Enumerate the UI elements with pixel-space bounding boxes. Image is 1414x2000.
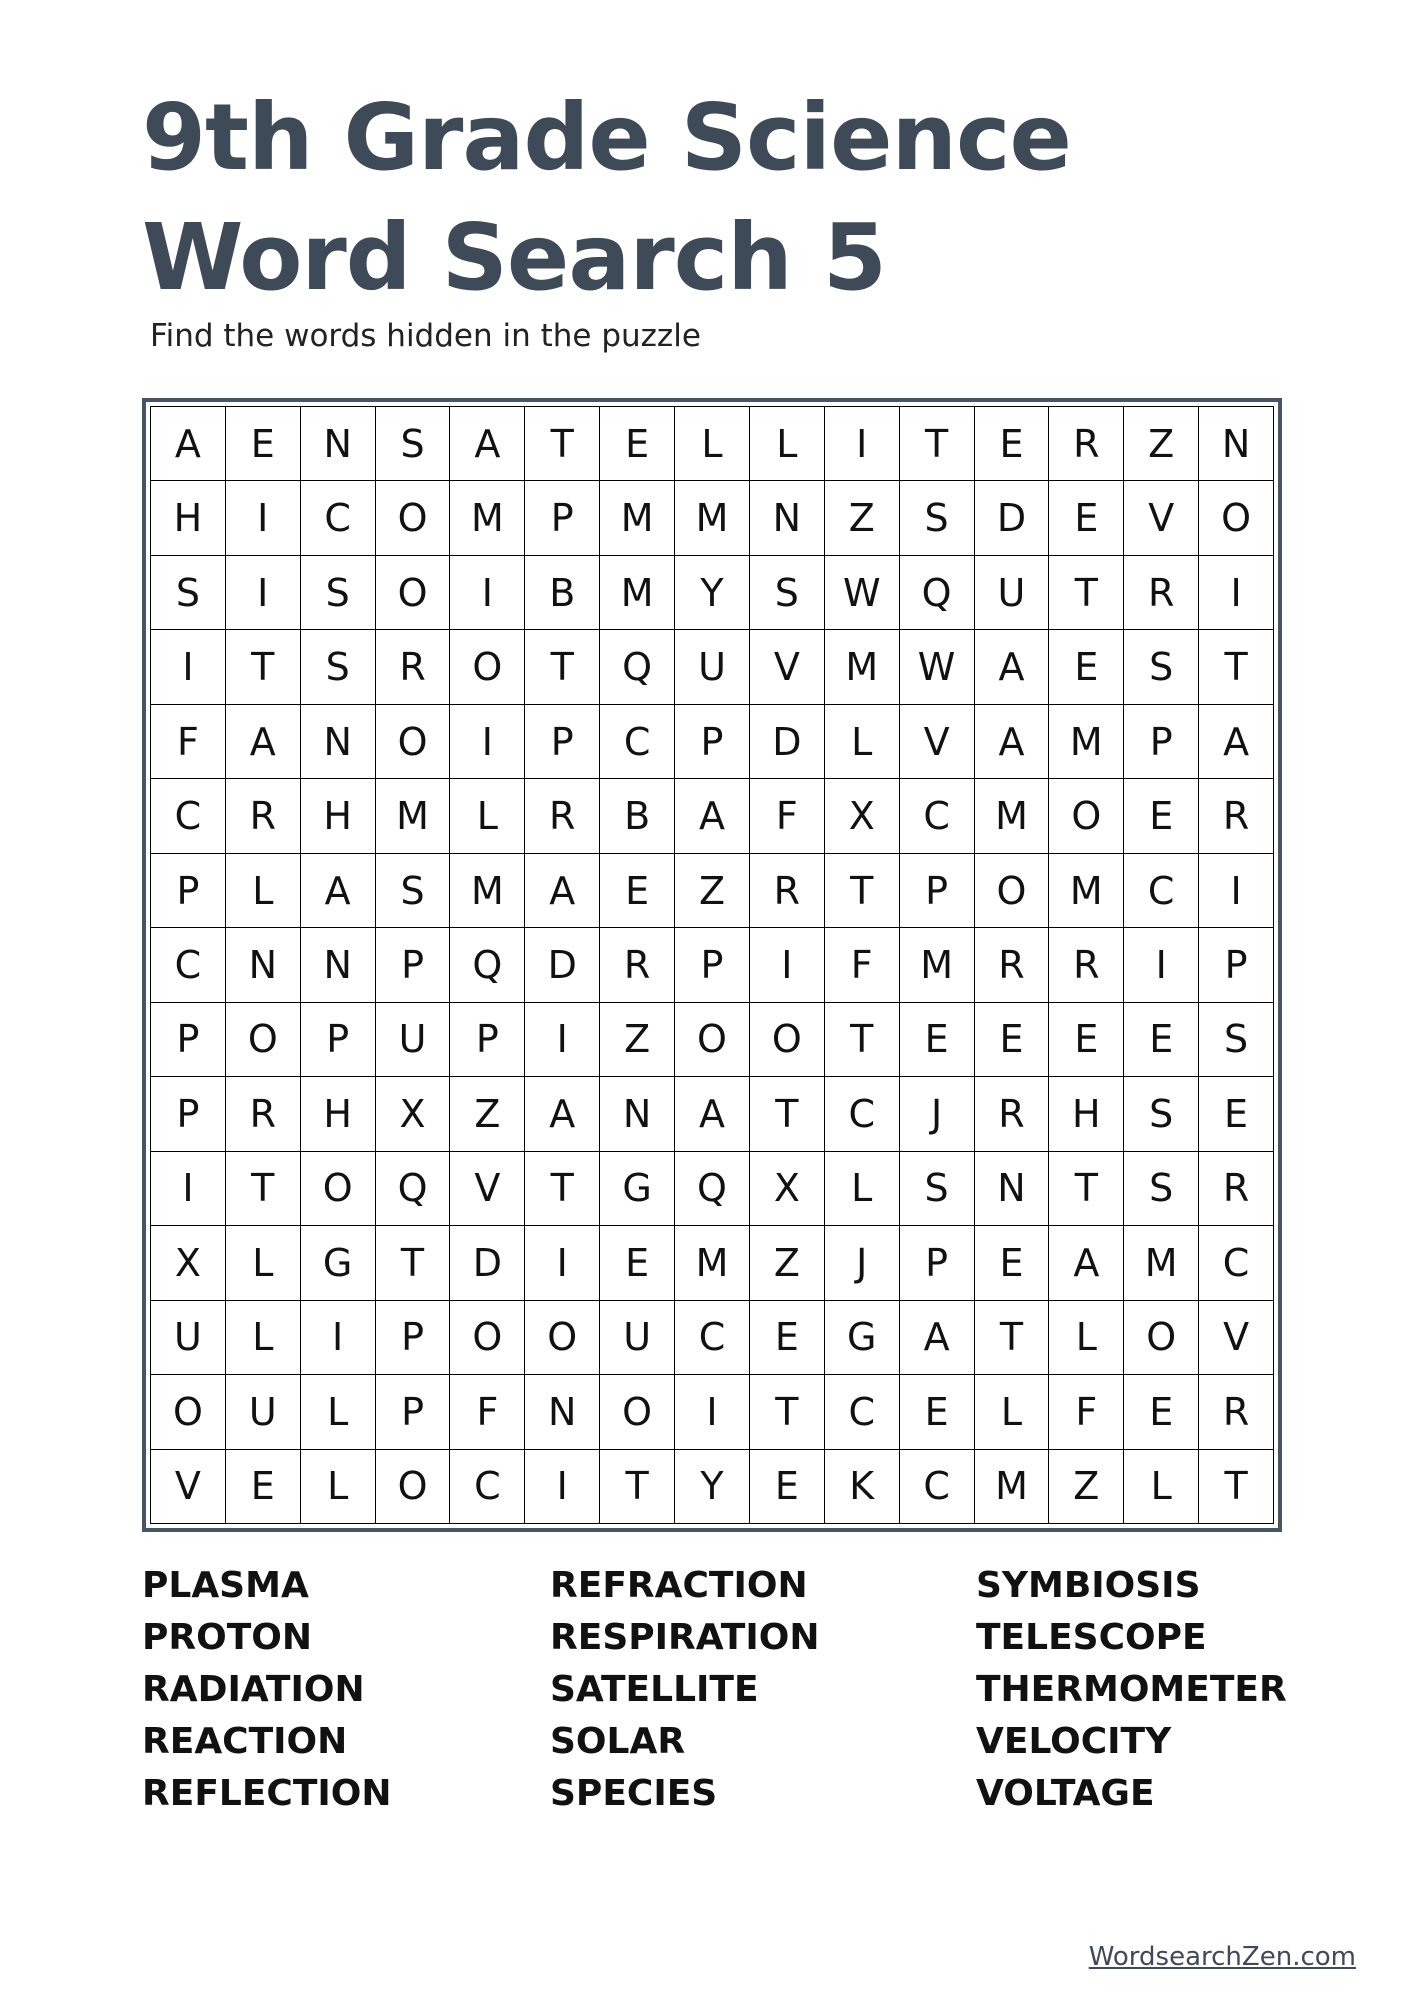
grid-cell: E <box>1124 1003 1199 1077</box>
grid-cell: H <box>151 481 226 555</box>
grid-cell: T <box>600 1450 675 1524</box>
grid-cell: I <box>301 1301 376 1375</box>
grid-cell: C <box>301 481 376 555</box>
grid-cell: X <box>376 1077 451 1151</box>
grid-cell: R <box>1199 1375 1274 1449</box>
grid-cell: O <box>975 854 1050 928</box>
grid-cell: L <box>450 779 525 853</box>
grid-cell: S <box>1124 1077 1199 1151</box>
puzzle-frame <box>142 398 1282 1532</box>
grid-cell: U <box>975 556 1050 630</box>
grid-cell: X <box>151 1226 226 1300</box>
grid-cell: R <box>750 854 825 928</box>
grid-cell: A <box>1199 705 1274 779</box>
grid-cell: M <box>900 928 975 1002</box>
grid-cell: O <box>151 1375 226 1449</box>
grid-cell: A <box>525 854 600 928</box>
grid-cell: M <box>975 779 1050 853</box>
grid-cell: T <box>1049 556 1124 630</box>
grid-cell: G <box>825 1301 900 1375</box>
grid-cell: O <box>376 556 451 630</box>
grid-cell: R <box>376 630 451 704</box>
grid-cell: M <box>1049 705 1124 779</box>
grid-cell: J <box>900 1077 975 1151</box>
website-link[interactable]: WordsearchZen.com <box>1088 1942 1356 1972</box>
grid-cell: E <box>1049 630 1124 704</box>
grid-cell: M <box>450 481 525 555</box>
word-list-item: SYMBIOSIS <box>976 1565 1201 1606</box>
grid-cell: C <box>825 1077 900 1151</box>
word-list-item: REACTION <box>142 1721 348 1762</box>
grid-cell: T <box>750 1077 825 1151</box>
grid-cell: A <box>450 407 525 481</box>
grid-cell: N <box>525 1375 600 1449</box>
grid-cell: Q <box>376 1152 451 1226</box>
grid-cell: Y <box>675 556 750 630</box>
grid-cell: E <box>975 407 1050 481</box>
word-list <box>142 1560 1292 1820</box>
grid-cell: T <box>525 407 600 481</box>
grid-cell: O <box>376 481 451 555</box>
grid-cell: E <box>750 1450 825 1524</box>
grid-cell: E <box>900 1375 975 1449</box>
grid-cell: O <box>450 630 525 704</box>
grid-cell: F <box>1049 1375 1124 1449</box>
grid-cell: F <box>450 1375 525 1449</box>
grid-cell: U <box>151 1301 226 1375</box>
grid-cell: W <box>825 556 900 630</box>
grid-cell: N <box>301 928 376 1002</box>
grid-cell: O <box>226 1003 301 1077</box>
grid-cell: N <box>226 928 301 1002</box>
grid-cell: S <box>376 854 451 928</box>
grid-cell: I <box>525 1226 600 1300</box>
grid-cell: I <box>226 556 301 630</box>
grid-cell: Y <box>675 1450 750 1524</box>
grid-cell: S <box>1124 630 1199 704</box>
grid-cell: H <box>301 1077 376 1151</box>
grid-cell: P <box>301 1003 376 1077</box>
grid-cell: A <box>151 407 226 481</box>
grid-cell: R <box>1199 779 1274 853</box>
grid-cell: O <box>675 1003 750 1077</box>
grid-cell: K <box>825 1450 900 1524</box>
grid-cell: M <box>1049 854 1124 928</box>
grid-cell: C <box>1199 1226 1274 1300</box>
grid-cell: T <box>1049 1152 1124 1226</box>
grid-cell: E <box>1199 1077 1274 1151</box>
grid-cell: L <box>301 1450 376 1524</box>
grid-cell: E <box>750 1301 825 1375</box>
grid-cell: L <box>825 1152 900 1226</box>
grid-cell: M <box>600 556 675 630</box>
grid-cell: R <box>1124 556 1199 630</box>
grid-cell: L <box>301 1375 376 1449</box>
grid-cell: G <box>301 1226 376 1300</box>
grid-cell: E <box>1049 1003 1124 1077</box>
grid-cell: L <box>750 407 825 481</box>
grid-cell: T <box>900 407 975 481</box>
grid-cell: S <box>750 556 825 630</box>
grid-cell: O <box>1049 779 1124 853</box>
grid-cell: T <box>750 1375 825 1449</box>
grid-cell: O <box>376 1450 451 1524</box>
grid-cell: E <box>1124 779 1199 853</box>
word-list-item: REFRACTION <box>550 1565 808 1606</box>
grid-cell: T <box>376 1226 451 1300</box>
grid-cell: C <box>151 779 226 853</box>
grid-cell: Q <box>450 928 525 1002</box>
grid-cell: E <box>975 1003 1050 1077</box>
grid-cell: T <box>825 1003 900 1077</box>
grid-cell: P <box>525 705 600 779</box>
grid-cell: A <box>675 1077 750 1151</box>
grid-cell: O <box>525 1301 600 1375</box>
grid-cell: P <box>151 854 226 928</box>
grid-cell: C <box>900 1450 975 1524</box>
word-column <box>550 1560 820 1820</box>
grid-cell: A <box>226 705 301 779</box>
word-list-item: REFLECTION <box>142 1773 392 1814</box>
grid-cell: M <box>975 1450 1050 1524</box>
word-list-item: PLASMA <box>142 1565 309 1606</box>
grid-cell: P <box>675 705 750 779</box>
grid-cell: P <box>376 928 451 1002</box>
grid-cell: E <box>1124 1375 1199 1449</box>
grid-cell: V <box>1199 1301 1274 1375</box>
grid-cell: P <box>376 1301 451 1375</box>
grid-cell: L <box>825 705 900 779</box>
grid-cell: Z <box>1049 1450 1124 1524</box>
grid-cell: V <box>1124 481 1199 555</box>
grid-cell: U <box>376 1003 451 1077</box>
word-column <box>976 1560 1287 1820</box>
grid-cell: P <box>1124 705 1199 779</box>
word-list-item: RESPIRATION <box>550 1617 820 1658</box>
grid-cell: N <box>750 481 825 555</box>
grid-cell: T <box>525 1152 600 1226</box>
grid-cell: S <box>1199 1003 1274 1077</box>
grid-cell: R <box>525 779 600 853</box>
grid-cell: Q <box>600 630 675 704</box>
grid-cell: X <box>750 1152 825 1226</box>
grid-cell: U <box>226 1375 301 1449</box>
grid-cell: S <box>301 556 376 630</box>
grid-cell: M <box>675 481 750 555</box>
grid-cell: F <box>151 705 226 779</box>
grid-cell: S <box>151 556 226 630</box>
grid-cell: V <box>750 630 825 704</box>
word-list-item: SATELLITE <box>550 1669 759 1710</box>
title-line-2: Word Search 5 <box>142 204 886 311</box>
grid-cell: N <box>600 1077 675 1151</box>
grid-cell: L <box>1049 1301 1124 1375</box>
grid-cell: A <box>975 630 1050 704</box>
grid-cell: S <box>1124 1152 1199 1226</box>
grid-cell: T <box>975 1301 1050 1375</box>
grid-cell: P <box>525 481 600 555</box>
grid-cell: D <box>975 481 1050 555</box>
grid-cell: X <box>825 779 900 853</box>
grid-cell: M <box>675 1226 750 1300</box>
grid-cell: I <box>151 1152 226 1226</box>
word-list-item: SPECIES <box>550 1773 718 1814</box>
grid-cell: Q <box>675 1152 750 1226</box>
grid-cell: B <box>525 556 600 630</box>
grid-cell: E <box>1049 481 1124 555</box>
grid-cell: F <box>825 928 900 1002</box>
grid-cell: T <box>1199 1450 1274 1524</box>
grid-cell: T <box>226 630 301 704</box>
grid-cell: I <box>450 556 525 630</box>
grid-cell: Z <box>450 1077 525 1151</box>
grid-cell: L <box>226 1226 301 1300</box>
grid-cell: I <box>525 1450 600 1524</box>
grid-cell: V <box>900 705 975 779</box>
grid-cell: V <box>151 1450 226 1524</box>
grid-cell: I <box>1124 928 1199 1002</box>
grid-cell: P <box>151 1003 226 1077</box>
grid-cell: T <box>825 854 900 928</box>
grid-cell: V <box>450 1152 525 1226</box>
grid-cell: O <box>600 1375 675 1449</box>
grid-cell: A <box>975 705 1050 779</box>
grid-cell: M <box>450 854 525 928</box>
grid-cell: H <box>301 779 376 853</box>
grid-cell: B <box>600 779 675 853</box>
grid-cell: T <box>1199 630 1274 704</box>
grid-cell: M <box>825 630 900 704</box>
grid-cell: O <box>750 1003 825 1077</box>
grid-cell: W <box>900 630 975 704</box>
grid-cell: S <box>376 407 451 481</box>
grid-cell: P <box>900 1226 975 1300</box>
word-list-item: VOLTAGE <box>976 1773 1155 1814</box>
grid-cell: O <box>450 1301 525 1375</box>
grid-cell: D <box>450 1226 525 1300</box>
grid-cell: P <box>450 1003 525 1077</box>
grid-cell: C <box>151 928 226 1002</box>
page-title <box>142 78 1071 318</box>
grid-cell: R <box>226 779 301 853</box>
instructions: Find the words hidden in the puzzle <box>150 318 701 354</box>
grid-cell: I <box>1199 556 1274 630</box>
word-list-item: RADIATION <box>142 1669 365 1710</box>
grid-cell: L <box>226 1301 301 1375</box>
grid-cell: A <box>525 1077 600 1151</box>
grid-cell: E <box>600 854 675 928</box>
grid-cell: N <box>1199 407 1274 481</box>
grid-cell: S <box>900 1152 975 1226</box>
title-line-1: 9th Grade Science <box>142 84 1071 191</box>
grid-cell: O <box>1199 481 1274 555</box>
word-list-item: THERMOMETER <box>976 1669 1287 1710</box>
grid-cell: R <box>975 1077 1050 1151</box>
grid-cell: H <box>1049 1077 1124 1151</box>
grid-cell: O <box>301 1152 376 1226</box>
grid-cell: R <box>1049 407 1124 481</box>
grid-cell: I <box>525 1003 600 1077</box>
grid-cell: M <box>376 779 451 853</box>
grid-cell: D <box>750 705 825 779</box>
letter-grid <box>150 406 1274 1524</box>
grid-cell: C <box>825 1375 900 1449</box>
grid-cell: S <box>301 630 376 704</box>
word-list-item: VELOCITY <box>976 1721 1172 1762</box>
grid-cell: I <box>825 407 900 481</box>
grid-cell: E <box>975 1226 1050 1300</box>
grid-cell: I <box>1199 854 1274 928</box>
word-list-item: TELESCOPE <box>976 1617 1207 1658</box>
grid-cell: C <box>600 705 675 779</box>
grid-cell: E <box>226 1450 301 1524</box>
grid-cell: E <box>226 407 301 481</box>
word-list-item: SOLAR <box>550 1721 686 1762</box>
grid-cell: U <box>675 630 750 704</box>
grid-cell: P <box>1199 928 1274 1002</box>
grid-cell: C <box>1124 854 1199 928</box>
grid-cell: R <box>600 928 675 1002</box>
grid-cell: P <box>376 1375 451 1449</box>
grid-cell: L <box>675 407 750 481</box>
grid-cell: E <box>900 1003 975 1077</box>
grid-cell: M <box>1124 1226 1199 1300</box>
grid-cell: I <box>750 928 825 1002</box>
grid-cell: G <box>600 1152 675 1226</box>
grid-cell: P <box>900 854 975 928</box>
grid-cell: A <box>900 1301 975 1375</box>
grid-cell: C <box>450 1450 525 1524</box>
grid-cell: A <box>675 779 750 853</box>
grid-cell: I <box>675 1375 750 1449</box>
grid-cell: C <box>675 1301 750 1375</box>
grid-cell: I <box>450 705 525 779</box>
grid-cell: R <box>226 1077 301 1151</box>
grid-cell: N <box>301 705 376 779</box>
grid-cell: Z <box>600 1003 675 1077</box>
grid-cell: E <box>600 407 675 481</box>
word-column <box>142 1560 392 1820</box>
grid-cell: R <box>1199 1152 1274 1226</box>
grid-cell: R <box>975 928 1050 1002</box>
grid-cell: Z <box>1124 407 1199 481</box>
grid-cell: Q <box>900 556 975 630</box>
grid-cell: T <box>226 1152 301 1226</box>
grid-cell: C <box>900 779 975 853</box>
grid-cell: L <box>1124 1450 1199 1524</box>
grid-cell: S <box>900 481 975 555</box>
grid-cell: I <box>151 630 226 704</box>
grid-cell: Z <box>825 481 900 555</box>
grid-cell: Z <box>750 1226 825 1300</box>
grid-cell: L <box>226 854 301 928</box>
grid-cell: A <box>301 854 376 928</box>
grid-cell: D <box>525 928 600 1002</box>
grid-cell: N <box>301 407 376 481</box>
grid-cell: F <box>750 779 825 853</box>
grid-cell: M <box>600 481 675 555</box>
grid-cell: O <box>1124 1301 1199 1375</box>
word-list-item: PROTON <box>142 1617 312 1658</box>
grid-cell: J <box>825 1226 900 1300</box>
grid-cell: T <box>525 630 600 704</box>
grid-cell: O <box>376 705 451 779</box>
grid-cell: A <box>1049 1226 1124 1300</box>
grid-cell: R <box>1049 928 1124 1002</box>
grid-cell: I <box>226 481 301 555</box>
grid-cell: P <box>151 1077 226 1151</box>
grid-cell: Z <box>675 854 750 928</box>
grid-cell: E <box>600 1226 675 1300</box>
grid-cell: P <box>675 928 750 1002</box>
grid-cell: U <box>600 1301 675 1375</box>
grid-cell: L <box>975 1375 1050 1449</box>
grid-cell: N <box>975 1152 1050 1226</box>
